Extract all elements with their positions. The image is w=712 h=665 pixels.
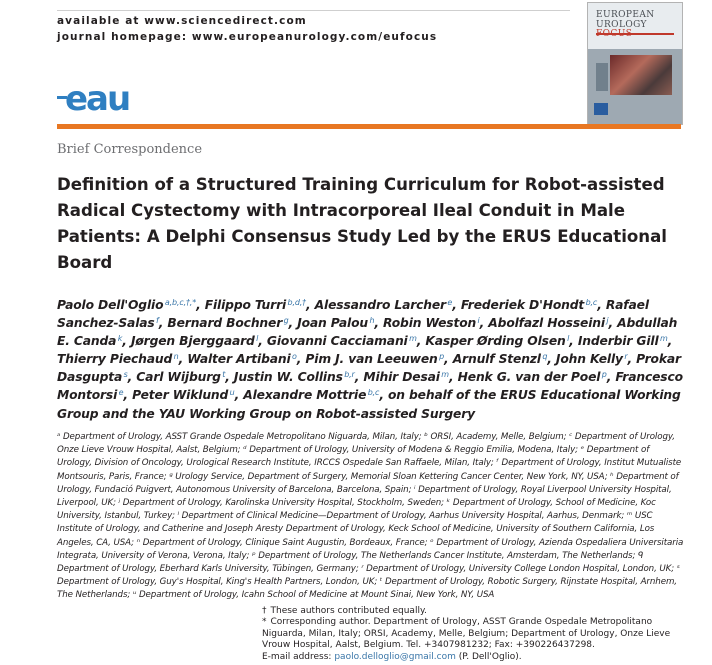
author-affiliation-marks[interactable]: a,b,c,†,* xyxy=(163,298,197,307)
journal-homepage-link[interactable]: journal homepage: www.europeanurology.com/eufocus xyxy=(57,31,438,43)
author-separator: , xyxy=(306,298,315,312)
author-separator: , xyxy=(597,298,606,312)
journal-cover-image xyxy=(587,2,683,125)
author-name: Henk G. van der Poel xyxy=(457,370,601,385)
author-name: Thierry Piechaud xyxy=(57,352,173,367)
author-separator: , xyxy=(288,316,298,331)
author-affiliation-marks[interactable]: f xyxy=(154,316,159,326)
author-separator: , xyxy=(667,334,673,349)
author-name: Walter Artibani xyxy=(187,352,291,367)
author-affiliation-marks[interactable]: b,r xyxy=(342,370,355,380)
author-separator: , xyxy=(122,334,131,349)
author-affiliation-marks[interactable]: p xyxy=(437,352,445,362)
author-name: Mihir Desai xyxy=(363,370,440,385)
author-entry xyxy=(234,370,363,384)
author-separator: , xyxy=(452,298,461,312)
author-affiliation-marks[interactable]: t xyxy=(220,370,226,380)
author-name: Alessandro Larcher xyxy=(314,298,446,312)
author-affiliation-marks[interactable]: q xyxy=(540,352,548,362)
author-affiliation-marks[interactable]: e xyxy=(445,298,453,307)
author-name: Robin Weston xyxy=(383,316,477,331)
author-separator: , xyxy=(234,388,244,403)
author-name: Peter Wiklund xyxy=(132,388,229,403)
author-entry xyxy=(305,352,452,366)
author-separator: , xyxy=(158,316,168,331)
author-entry xyxy=(57,352,187,366)
author-affiliation-marks[interactable]: k xyxy=(116,334,123,344)
author-entry xyxy=(488,316,617,330)
cover-title-line2: UROLOGY xyxy=(596,20,647,30)
cover-title-line1: EUROPEAN xyxy=(596,10,655,20)
author-separator: , xyxy=(225,370,234,385)
author-affiliation-marks[interactable]: m xyxy=(439,370,449,380)
author-name: Francesco Montorsi xyxy=(57,370,683,403)
author-affiliation-marks[interactable]: n xyxy=(172,352,179,362)
author-entry xyxy=(363,370,457,384)
author-affiliation-marks[interactable]: g xyxy=(282,316,289,326)
author-entry xyxy=(187,352,305,366)
footnotes xyxy=(262,606,682,663)
author-entry xyxy=(167,316,297,330)
footnote-email: E-mail address: paolo.delloglio@gmail.com (P. Dell'Oglio). xyxy=(262,651,522,662)
author-affiliation-marks[interactable]: o xyxy=(290,352,297,362)
author-name: Inderbir Gill xyxy=(577,334,659,349)
author-name: Arnulf Stenzl xyxy=(452,352,541,367)
author-affiliation-marks[interactable]: u xyxy=(228,388,235,398)
author-affiliation-marks[interactable]: b,d,† xyxy=(286,298,307,307)
author-affiliation-marks[interactable]: l xyxy=(565,334,570,344)
author-entry xyxy=(297,316,383,330)
author-affiliation-marks[interactable]: e xyxy=(117,388,124,398)
author-entry xyxy=(131,334,267,348)
author-entry xyxy=(461,298,606,312)
author-affiliation-marks[interactable]: b,c xyxy=(584,298,598,307)
author-name: Carl Wijburg xyxy=(136,370,221,385)
author-affiliation-marks[interactable]: p xyxy=(600,370,607,380)
author-separator: , xyxy=(123,388,133,403)
footnote-equal-contribution: † These authors contributed equally. xyxy=(262,606,427,616)
author-separator: , xyxy=(479,316,489,331)
author-name: Paolo Dell'Oglio xyxy=(57,298,164,312)
author-separator: , xyxy=(448,370,458,385)
author-affiliation-marks[interactable]: m xyxy=(407,334,417,344)
author-separator: , on behalf of the ERUS Educational Working Group and the YAU Working Group on Robot-assisted Surgery xyxy=(57,388,681,421)
author-name: Justin W. Collins xyxy=(233,370,343,385)
author-name: John Kelly xyxy=(555,352,623,367)
header-rule xyxy=(57,10,570,11)
author-entry xyxy=(136,370,234,384)
author-separator: , xyxy=(547,352,556,367)
section-label: Brief Correspondence xyxy=(57,142,203,157)
author-separator: , xyxy=(354,370,364,385)
author-entry xyxy=(383,316,488,330)
author-separator: , xyxy=(444,352,453,367)
article-title: Definition of a Structured Training Curriculum for Robot-assisted Radical Cystectomy with Intracorporeal Ileal Conduit in Male Patients: A Delphi Consensus Study Led by the ERUS Educational Board xyxy=(57,175,667,272)
author-affiliation-marks[interactable]: s xyxy=(122,370,128,380)
eau-logo xyxy=(57,80,129,116)
author-separator: , xyxy=(627,352,637,367)
author-name: Abdullah E. Canda xyxy=(57,316,678,349)
author-entry xyxy=(453,352,556,366)
affiliations: ᵃ Department of Urology, ASST Grande Ospedale Metropolitano Niguarda, Milan, Italy; ᵇ ORSI, Academy, Melle, Belgium; ᶜ Department of Urology, Onze Lieve Vrouw Hospital, Aalst, Belgium; ᵈ Department of Urology, University of Modena & Reggio Emilia, Modena, Italy; ᵉ Department of Urology, Division of Oncology, Urological Research Institute, IRCCS Ospedale San Raffaele, Milan, Italy; ᶠ Department of Urology, Institut Mutualiste Montsouris, Paris, France; ᵍ Urology Service, Department of Surgery, Memorial Sloan Kettering Cancer Center, New York, NY, USA; ʰ Department of Urology, Fundació Puigvert, Autonomous University of Barcelona, Barcelona, Spain; ⁱ Department of Urology, Royal Liverpool University Hospital, Liverpool, UK; ʲ Department of Urology, Karolinska University Hospital, Stockholm, Sweden; ᵏ Department of Urology, School of Medicine, Koc University, Istanbul, Turkey; ˡ Department of Clinical Medicine—Department of Urology, Aarhus University Hospital, Aarhus, Denmark; ᵐ USC Institute of Urology, and Catherine and Joseph Aresty Department of Urology, Keck School of Medicine, University of Southern California, Los Angeles, CA, USA; ⁿ Department of Urology, Clinique Saint Augustin, Bordeaux, France; ᵒ Department of Urology, Azienda Ospedaliera Universitaria Integrata, University of Verona, Verona, Italy; ᵖ Department of Urology, The Netherlands Cancer Institute, Amsterdam, The Netherlands; ᑫ Department of Urology, Eberhard Karls University, Tübingen, Germany; ʳ Department of Urology, University College London Hospital, London, UK; ˢ Department of Urology, Guy's Hospital, King's Health Partners, London, UK; ᵗ Department of Urology, Robotic Surgery, Rijnstate Hospital, Arnhem, The Netherlands; ᵘ Department of Urology, Icahn School of Medicine at Mount Sinai, New York, NY, USA xyxy=(57,432,684,601)
author-name: Rafael Sanchez-Salas xyxy=(57,298,649,331)
author-name: Frederiek D'Hondt xyxy=(460,298,585,312)
sciencedirect-link[interactable]: available at www.sciencedirect.com xyxy=(57,15,307,27)
author-affiliation-marks[interactable]: h xyxy=(368,316,375,326)
author-entry xyxy=(57,298,205,312)
author-entry xyxy=(578,334,672,348)
author-separator: , xyxy=(608,316,618,331)
author-separator: , xyxy=(296,352,306,367)
author-affiliation-marks[interactable]: r xyxy=(622,352,628,362)
author-entry xyxy=(267,334,425,348)
email-link[interactable]: paolo.delloglio@gmail.com xyxy=(334,651,456,662)
author-entry xyxy=(458,370,616,384)
author-separator: , xyxy=(374,316,384,331)
author-entry xyxy=(425,334,577,348)
author-name: Pim J. van Leeuwen xyxy=(305,352,438,367)
author-name: Giovanni Cacciamani xyxy=(266,334,408,349)
author-separator: , xyxy=(178,352,188,367)
author-affiliation-marks[interactable]: j xyxy=(604,316,609,326)
author-separator: , xyxy=(416,334,426,349)
author-list xyxy=(57,296,687,423)
author-name: Filippo Turri xyxy=(204,298,287,312)
author-name: Kasper Ørding Olsen xyxy=(425,334,566,349)
eau-logo-text: eau xyxy=(65,80,129,116)
orange-divider xyxy=(57,124,681,129)
author-name: Prokar Dasgupta xyxy=(57,352,681,385)
author-separator: , xyxy=(569,334,578,349)
author-separator: , xyxy=(196,298,205,312)
author-entry xyxy=(205,298,315,312)
author-name: Abolfazl Hosseini xyxy=(488,316,605,331)
author-affiliation-marks[interactable]: b,c xyxy=(366,388,380,398)
author-separator: , xyxy=(258,334,267,349)
author-separator: , xyxy=(606,370,616,385)
author-affiliation-marks[interactable]: l xyxy=(254,334,259,344)
author-name: Jørgen Bjerggaard xyxy=(130,334,255,349)
author-entry xyxy=(315,298,461,312)
author-name: Joan Palou xyxy=(297,316,368,331)
author-separator: , xyxy=(127,370,137,385)
author-affiliation-marks[interactable]: m xyxy=(658,334,668,344)
author-name: Alexandre Mottrie xyxy=(243,388,367,403)
footnote-corresponding-author: * Corresponding author. Department of Urology, ASST Grande Ospedale Metropolitano Niguarda, Milan, Italy; ORSI, Academy, Melle, Belgium; Department of Urology, Onze Lieve Vrouw Hospital, Aalst, Belgium. Tel. +3407981232; Fax: +390226437298. xyxy=(262,617,671,651)
author-entry xyxy=(556,352,636,366)
author-name: Bernard Bochner xyxy=(167,316,283,331)
author-entry xyxy=(132,388,243,402)
author-affiliation-marks[interactable]: i xyxy=(476,316,480,326)
